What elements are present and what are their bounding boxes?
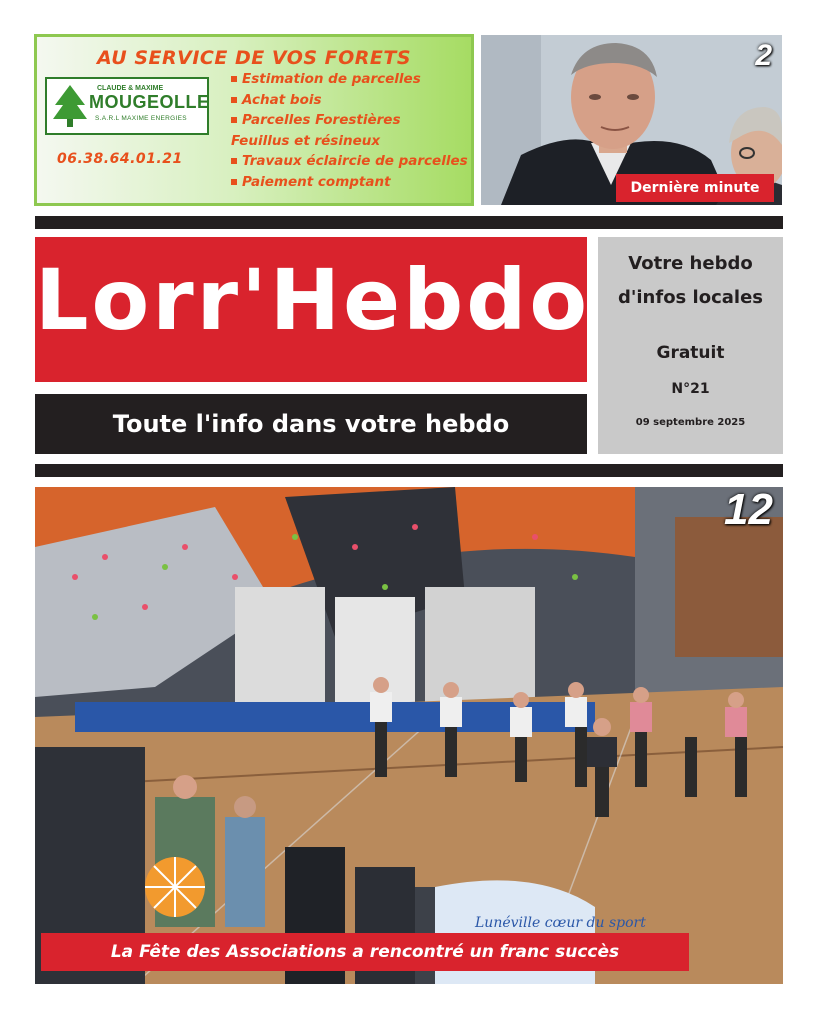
issue-info-box <box>598 237 783 454</box>
ad-service-item: Paiement comptant <box>231 172 468 193</box>
divider-bar <box>35 216 783 229</box>
bullet-icon <box>231 97 237 103</box>
bullet-icon <box>231 117 237 123</box>
ad-service-item: Feuillus et résineux <box>231 132 381 149</box>
price-label: Gratuit <box>656 343 725 363</box>
logo-name: MOUGEOLLE <box>89 92 210 112</box>
ad-service-item: Travaux éclaircie de parcelles <box>231 151 468 172</box>
ad-phone[interactable]: 06.38.64.01.21 <box>57 151 183 167</box>
page-number-badge: 2 <box>755 39 772 72</box>
ad-service-item: Parcelles Forestières <box>231 110 468 131</box>
divider-bar <box>35 464 783 477</box>
bullet-icon <box>231 76 237 82</box>
ad-services <box>231 69 468 193</box>
issue-number: N°21 <box>671 381 710 397</box>
newspaper-title: Lorr'Hebdo <box>35 251 591 349</box>
banner-text: Lunéville cœur du sport <box>475 915 646 931</box>
logo-owner: CLAUDE & MAXIME <box>97 85 164 92</box>
ad-service-item: Estimation de parcelles <box>231 69 468 90</box>
info-line-1: Votre hebdo <box>628 253 753 274</box>
info-line-2: d'infos locales <box>617 287 763 308</box>
page-number-badge: 12 <box>724 487 773 534</box>
tree-icon <box>51 83 89 129</box>
bullet-icon <box>231 179 237 185</box>
masthead <box>35 237 591 382</box>
ad-service-item: Achat bois <box>231 90 468 111</box>
breaking-news-label[interactable]: Dernière minute <box>616 174 774 202</box>
ad-title: AU SERVICE DE VOS FORETS <box>96 47 412 69</box>
main-story-headline[interactable]: La Fête des Associations a rencontré un franc succès <box>41 933 689 971</box>
bullet-icon <box>231 158 237 164</box>
advertisement[interactable] <box>34 34 474 206</box>
logo-company: S.A.R.L MAXIME ENERGIES <box>95 115 187 122</box>
tagline: Toute l'info dans votre hebdo <box>35 394 587 454</box>
gym-event-photo <box>35 487 783 984</box>
issue-date: 09 septembre 2025 <box>635 417 746 428</box>
company-logo <box>45 77 209 135</box>
main-story-photo[interactable] <box>35 487 783 984</box>
